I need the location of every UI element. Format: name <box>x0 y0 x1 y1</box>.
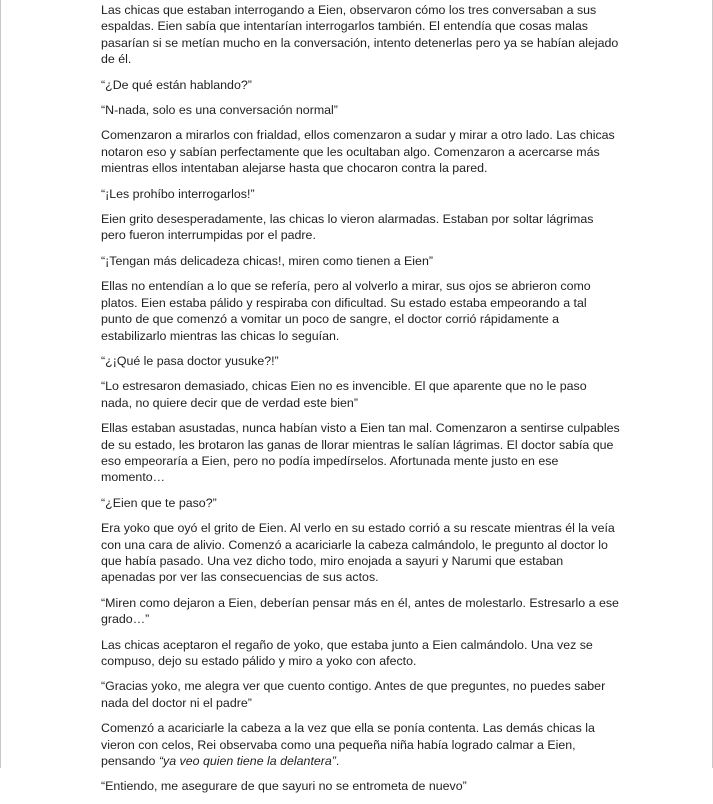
paragraph: Ellas estaban asustadas, nunca habían visto a Eien tan mal. Comenzaron a sentirse culpables de su estado, les brotaron las ganas de llorar mientras le salían lágrimas. El doctor sabía que eso empeoraría a Eien, pero no podía impedírselos. Afortunada mente justo en ese momento… <box>101 421 620 485</box>
dialogue-line: “N-nada, solo es una conversación normal” <box>101 103 338 118</box>
italic-thought: “ya veo quien tiene la delantera” <box>158 754 336 769</box>
paragraph-with-italic <box>101 720 621 769</box>
paragraph: Eien grito desesperadamente, las chicas lo vieron alarmadas. Estaban por soltar lágrimas pero fueron interrumpidas por el padre. <box>101 212 594 243</box>
paragraph-tail: . <box>335 754 340 769</box>
dialogue-line: “¡Les prohíbo interrogarlos!” <box>101 186 255 201</box>
dialogue-line: “¿Eien que te paso?” <box>101 495 217 510</box>
paragraph: Ellas no entendían a lo que se refería, pero al volverlo a mirar, sus ojos se abrieron como platos. Eien estaba pálido y respiraba con dificultad. Su estado estaba empeorando a tal punto de que comenzó a vomitar un poco de sangre, el doctor corrió rápidamente a estabilizarlo mientras las chicas lo seguían. <box>101 279 591 343</box>
paragraph: Las chicas aceptaron el regaño de yoko, que estaba junto a Eien calmándolo. Una vez se compuso, dejo su estado pálido y miro a yoko con afecto. <box>101 637 593 668</box>
dialogue-line: “Entiendo, me asegurare de que sayuri no se entrometa de nuevo” <box>101 779 467 794</box>
paragraph: Las chicas que estaban interrogando a Eien, observaron cómo los tres conversaban a sus espaldas. Eien sabía que intentarían interrogarlos también. El entendía que cosas malas pasarían si se metían mucho en la conversación, intento detenerlas pero ya se habían alejado de él. <box>101 3 619 67</box>
dialogue-line: “Gracias yoko, me alegra ver que cuento contigo. Antes de que preguntes, no puedes saber nada del doctor ni el padre” <box>101 679 606 710</box>
paragraph-text: Comenzó a acariciarle la cabeza a la vez que ella se ponía contenta. Las demás chicas la vieron con celos, Rei observaba como una pequeña niña había logrado calmar a Eien, pensando <box>101 721 595 769</box>
dialogue-line: “¡Tengan más delicadeza chicas!, miren como tienen a Eien” <box>101 253 433 268</box>
dialogue-line: “¿¡Qué le pasa doctor yusuke?!” <box>101 353 279 368</box>
document-body <box>101 2 621 804</box>
paragraph: Comenzaron a mirarlos con frialdad, ellos comenzaron a sudar y mirar a otro lado. Las chicas notaron eso y sabían perfectamente que les ocultaban algo. Comenzaron a acercarse más mientras ellos intentaban alejarse hasta que chocaron contra la pared. <box>101 128 615 176</box>
dialogue-line: “Lo estresaron demasiado, chicas Eien no es invencible. El que aparente que no le paso nada, no quiere decir que de verdad este bien” <box>101 379 587 410</box>
paragraph: Era yoko que oyó el grito de Eien. Al verlo en su estado corrió a su rescate mientras él la veía con una cara de alivio. Comenzó a acariciarle la cabeza calmándolo, le pregunto al doctor lo que había pasado. Una vez dicho todo, miro enojada a sayuri y Narumi que estaban apenadas por ver las consecuencias de sus actos. <box>101 521 615 585</box>
dialogue-line: “¿De qué están hablando?” <box>101 77 252 92</box>
dialogue-line: “Miren como dejaron a Eien, deberían pensar más en él, antes de molestarlo. Estresarlo a ese grado…” <box>101 595 619 627</box>
